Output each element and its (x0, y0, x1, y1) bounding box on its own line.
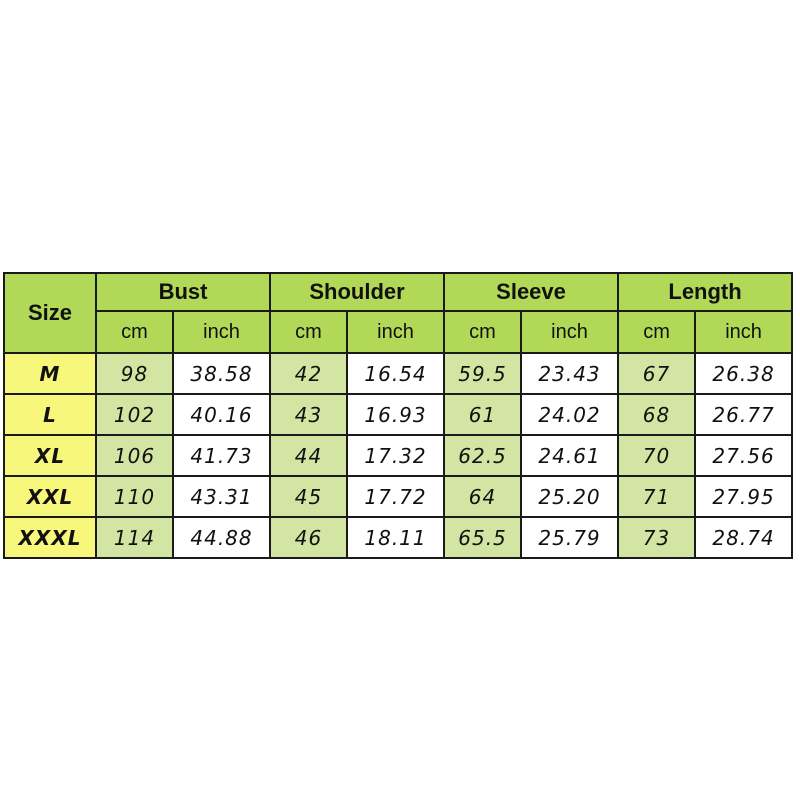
cell-xxxl-length-inch: 28.74 (695, 517, 792, 558)
cell-xxxl-shoulder-inch: 18.11 (347, 517, 444, 558)
cell-l-bust-cm: 102 (96, 394, 173, 435)
header-sleeve: Sleeve (444, 273, 618, 311)
cell-xxl-shoulder-cm: 45 (270, 476, 347, 517)
cell-m-sleeve-inch: 23.43 (521, 353, 618, 394)
cell-xl-bust-inch: 41.73 (173, 435, 270, 476)
subheader-bust-cm: cm (96, 311, 173, 353)
cell-l-length-inch: 26.77 (695, 394, 792, 435)
subheader-sleeve-inch: inch (521, 311, 618, 353)
subheader-shoulder-cm: cm (270, 311, 347, 353)
cell-xxxl-sleeve-cm: 65.5 (444, 517, 521, 558)
cell-m-length-inch: 26.38 (695, 353, 792, 394)
size-label-xl: XL (4, 435, 96, 476)
cell-xxxl-shoulder-cm: 46 (270, 517, 347, 558)
cell-l-sleeve-inch: 24.02 (521, 394, 618, 435)
cell-m-length-cm: 67 (618, 353, 695, 394)
cell-xxl-length-inch: 27.95 (695, 476, 792, 517)
cell-xxl-length-cm: 71 (618, 476, 695, 517)
table-row-xxxl (4, 517, 792, 558)
cell-xxxl-bust-inch: 44.88 (173, 517, 270, 558)
table-row-xl (4, 435, 792, 476)
cell-xxl-shoulder-inch: 17.72 (347, 476, 444, 517)
size-label-m: M (4, 353, 96, 394)
cell-l-sleeve-cm: 61 (444, 394, 521, 435)
size-label-xxl: XXL (4, 476, 96, 517)
group-header-row (4, 273, 792, 311)
cell-xl-sleeve-cm: 62.5 (444, 435, 521, 476)
cell-xl-length-inch: 27.56 (695, 435, 792, 476)
header-length: Length (618, 273, 792, 311)
unit-header-row (4, 311, 792, 353)
cell-xxl-sleeve-cm: 64 (444, 476, 521, 517)
header-bust: Bust (96, 273, 270, 311)
cell-xxxl-sleeve-inch: 25.79 (521, 517, 618, 558)
cell-l-shoulder-inch: 16.93 (347, 394, 444, 435)
cell-xxxl-length-cm: 73 (618, 517, 695, 558)
cell-xl-shoulder-cm: 44 (270, 435, 347, 476)
table-row-m (4, 353, 792, 394)
cell-m-sleeve-cm: 59.5 (444, 353, 521, 394)
size-label-xxxl: XXXL (4, 517, 96, 558)
cell-xl-shoulder-inch: 17.32 (347, 435, 444, 476)
header-size: Size (4, 273, 96, 353)
cell-m-bust-inch: 38.58 (173, 353, 270, 394)
subheader-length-inch: inch (695, 311, 792, 353)
table-row-xxl (4, 476, 792, 517)
cell-xl-bust-cm: 106 (96, 435, 173, 476)
table-row-l (4, 394, 792, 435)
cell-l-bust-inch: 40.16 (173, 394, 270, 435)
cell-l-length-cm: 68 (618, 394, 695, 435)
cell-xxxl-bust-cm: 114 (96, 517, 173, 558)
cell-xl-sleeve-inch: 24.61 (521, 435, 618, 476)
size-chart-table (3, 272, 793, 559)
size-label-l: L (4, 394, 96, 435)
subheader-length-cm: cm (618, 311, 695, 353)
subheader-sleeve-cm: cm (444, 311, 521, 353)
cell-m-bust-cm: 98 (96, 353, 173, 394)
cell-m-shoulder-cm: 42 (270, 353, 347, 394)
cell-xxl-sleeve-inch: 25.20 (521, 476, 618, 517)
cell-xxl-bust-inch: 43.31 (173, 476, 270, 517)
subheader-bust-inch: inch (173, 311, 270, 353)
cell-l-shoulder-cm: 43 (270, 394, 347, 435)
cell-m-shoulder-inch: 16.54 (347, 353, 444, 394)
header-shoulder: Shoulder (270, 273, 444, 311)
subheader-shoulder-inch: inch (347, 311, 444, 353)
cell-xl-length-cm: 70 (618, 435, 695, 476)
cell-xxl-bust-cm: 110 (96, 476, 173, 517)
